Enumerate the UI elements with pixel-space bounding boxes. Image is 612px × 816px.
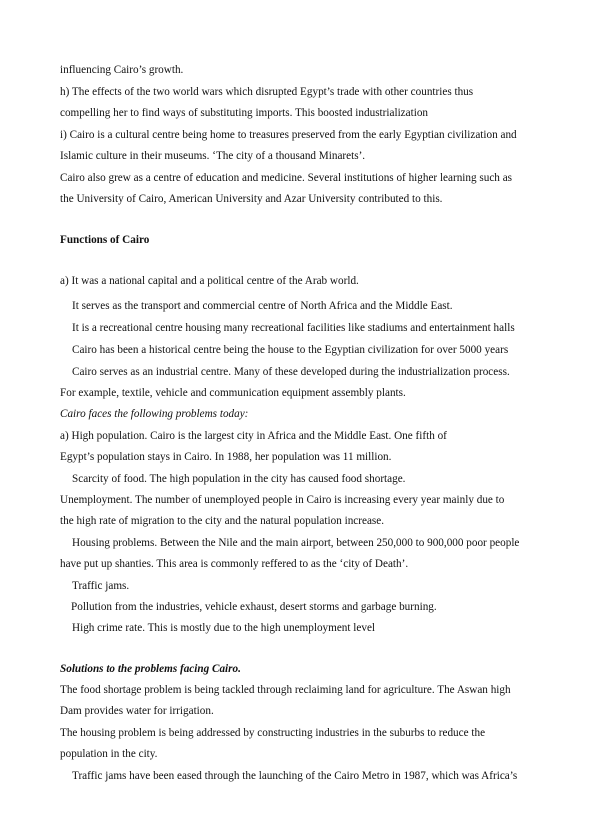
problem-item: Scarcity of food. The high population in the city has caused food shortage. xyxy=(72,473,406,485)
paragraph-line: h) The effects of the two world wars which disrupted Egypt’s trade with other countries thus xyxy=(60,86,474,98)
paragraph-line: the University of Cairo, American University and Azar University contributed to this. xyxy=(60,193,443,205)
solution-item: population in the city. xyxy=(60,748,158,760)
paragraph-line: Cairo also grew as a centre of education and medicine. Several institutions of higher learning such as xyxy=(60,172,513,184)
paragraph-line: Islamic culture in their museums. ‘The city of a thousand Minarets’. xyxy=(60,150,366,162)
problem-item: Egypt’s population stays in Cairo. In 1988, her population was 11 million. xyxy=(60,451,392,463)
problem-item: the high rate of migration to the city and the natural population increase. xyxy=(60,515,385,527)
function-item: It is a recreational centre housing many recreational facilities like stadiums and entertainment halls xyxy=(72,322,515,334)
problem-item: High crime rate. This is mostly due to the high unemployment level xyxy=(72,622,376,634)
paragraph-line: influencing Cairo’s growth. xyxy=(60,64,184,76)
paragraph-line: i) Cairo is a cultural centre being home to treasures preserved from the early Egyptian civilization and xyxy=(60,129,517,141)
function-item: a) It was a national capital and a political centre of the Arab world. xyxy=(60,275,359,287)
solution-item: The housing problem is being addressed by constructing industries in the suburbs to reduce the xyxy=(60,727,486,739)
function-item: It serves as the transport and commercial centre of North Africa and the Middle East. xyxy=(72,300,453,312)
solution-item: Dam provides water for irrigation. xyxy=(60,705,214,717)
problem-item: Unemployment. The number of unemployed people in Cairo is increasing every year mainly due to xyxy=(60,494,505,506)
problem-item: Housing problems. Between the Nile and the main airport, between 250,000 to 900,000 poor people xyxy=(72,537,520,549)
problem-item: Traffic jams. xyxy=(72,580,130,592)
paragraph-line: compelling her to find ways of substituting imports. This boosted industrialization xyxy=(60,107,429,119)
function-item: Cairo has been a historical centre being the house to the Egyptian civilization for over 5000 years xyxy=(72,344,509,356)
problem-item: a) High population. Cairo is the largest city in Africa and the Middle East. One fifth of xyxy=(60,430,447,442)
function-item: Cairo serves as an industrial centre. Many of these developed during the industrialization process. xyxy=(72,366,510,378)
section-heading-solutions: Solutions to the problems facing Cairo. xyxy=(60,663,241,675)
function-item: For example, textile, vehicle and communication equipment assembly plants. xyxy=(60,387,406,399)
problem-item: Pollution from the industries, vehicle exhaust, desert storms and garbage burning. xyxy=(71,601,437,613)
solution-item: The food shortage problem is being tackled through reclaiming land for agriculture. The Aswan high xyxy=(60,684,511,696)
section-heading-functions: Functions of Cairo xyxy=(60,234,150,246)
solution-item: Traffic jams have been eased through the launching of the Cairo Metro in 1987, which was Africa’s xyxy=(72,770,518,782)
problem-item: have put up shanties. This area is commonly reffered to as the ‘city of Death’. xyxy=(60,558,409,570)
section-heading-problems: Cairo faces the following problems today: xyxy=(60,408,249,420)
